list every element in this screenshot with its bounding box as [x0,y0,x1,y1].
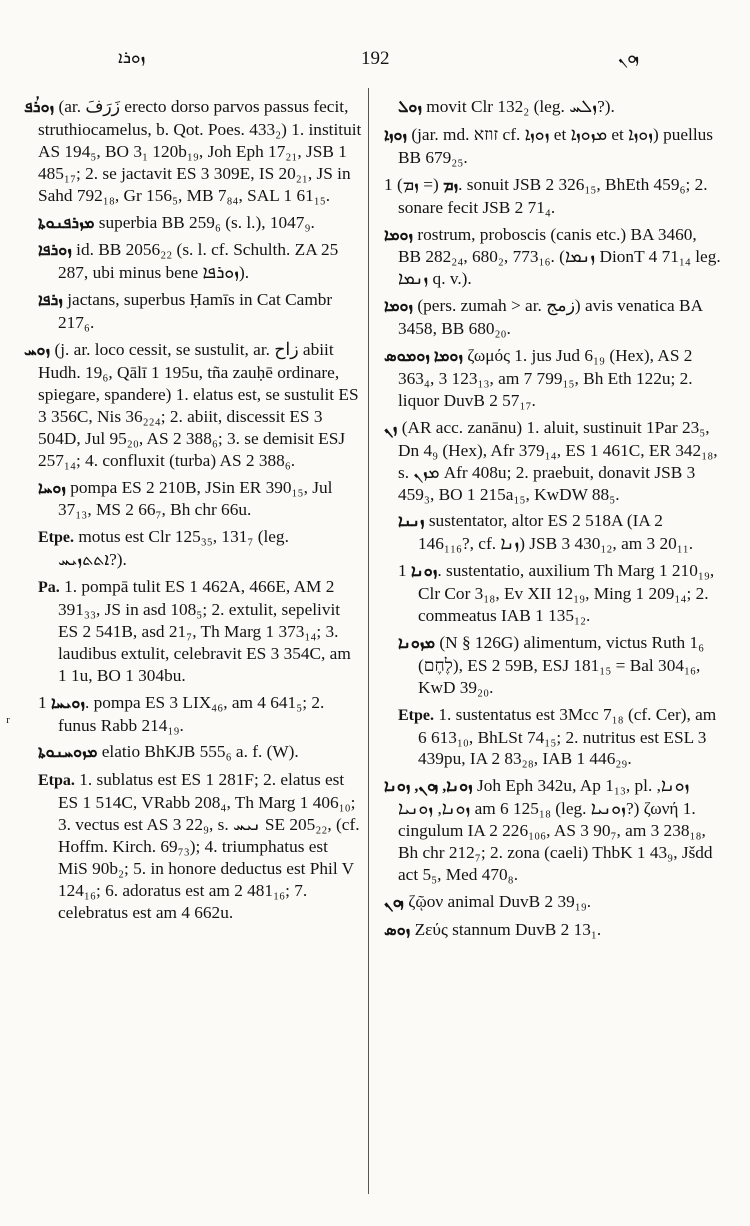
entry-definition: (AR acc. zanānu) 1. aluit, sustinuit 1Par 23₅, Dn 4₉ (Hex), Afr 379₁₄, ES 1 461C, ER 342₁₈, s. ܡܙܢ Afr 408u; 2. praebuit, donavit JSB 3 459₃, BO 1 215a₁₅, KwDW 88₅. [398,417,718,504]
entry-headword: ܡܙܘܚܢܘܬܐ [38,744,98,762]
dictionary-entry [24,477,362,522]
dictionary-entry [384,345,722,412]
entry-headword: ܙܡ [443,176,459,194]
entry-definition: (pers. zumah > ar. زمج) avis venatica BA 3458, BB 680₂₀. [398,296,703,339]
dictionary-entry [384,295,722,340]
entry-definition: 1. sustentatio, auxilium Th Marg 1 210₁₉, Clr Cor 3₁₈, Ev XII 12₁₉, Ming 1 209₁₄; 2. commeatus IAB 1 135₁₂. [398,561,715,626]
entry-definition: (ar. زَرَفَ erecto dorso parvos passus fecit, struthiocamelus, b. Qot. Poes. 433₂) 1. instituit AS 194₅, BO 3₁ 120b₁₉, Joh Eph 17₂₁, JSB 1 485₁₇; 2. se jactavit ES 3 309E, IS 20₂₁, JS in Sahd 792₁₈, Gr 156₅, MB 7₈₄, SAL 1 61₁₅. [38,97,362,205]
entry-headword: ܡܙܘܢܐ [398,634,436,652]
dictionary-entry [384,560,722,627]
running-head-left: ܙܘܪܐ [118,48,146,67]
entry-definition: ζωμός 1. jus Jud 6₁₉ (Hex), AS 2 363₄, 3 123₁₃, am 7 799₁₅, Bh Eth 122u; 2. liquor DuvB 2 57₁₇. [398,346,693,410]
entry-headword: ܙܢܢܐ [398,513,425,531]
entry-headword: ܙܘܪܦܐ [38,242,72,260]
running-head-right: ܙܘܢ [618,48,640,67]
left-column [24,96,362,929]
entry-definition: id. BB 2056₂₂ (s. l. cf. Schulth. ZA 25 287, ubi minus bene ܙܘܪܦܐ). [58,240,339,283]
entry-definition: (N § 126G) alimentum, victus Ruth 1₆ (לֶחֶם), ES 2 59B, ESJ 181₁₅ = Bal 304₁₆, KwD 39₂₀. [418,632,705,697]
entry-headword: Pa. [38,579,60,597]
entry-headword: ܙܘܡܐ [384,298,414,316]
margin-note: ʳ [6,712,10,732]
entry-definition: (jar. md. זוזא cf. ܙܘܙܐ et ܡܙܘܙܐ et ܙܘܙܐ) puellus BB 679₂₅. [398,124,714,167]
dictionary-entry [384,891,722,914]
dictionary-entry [384,96,722,119]
entry-headword: ܙܘܙܐ [384,126,408,144]
entry-definition: movit Clr 132₂ (leg. ܙܠܚ?). [426,97,615,116]
entry-headword: ܙܘܝܚܐ [50,694,85,712]
entry-definition: (j. ar. loco cessit, se sustulit, ar. زاح abiit Hudh. 19₆, Qālī 1 195u, tña zauḥē ordinare, spiegare, spandere) 1. elatus est, se sustulit ES 3 356C, Nis 36₂₂₄; 2. abiit, discessit ES 3 504D, Jul 95₂₀, AS 2 388₆; 3. se demisit ESJ 257₁₄; 4. confluxit (turba) AS 2 388₆. [38,340,359,470]
entry-headword: ܙܘܡܐ [384,226,414,244]
page-number: 192 [361,48,390,69]
entry-headword: ܙܢ [384,419,398,437]
dictionary-entry [24,741,362,764]
dictionary-entry [24,769,362,923]
dictionary-entry [384,704,722,771]
entry-headword: ܙܘܢܐ [410,563,438,581]
dictionary-entry [24,576,362,687]
entry-definition: Joh Eph 342u, Ap 1₁₃, pl. ܙܘܢܐ, ܙܘܢܐ, ܙܘܢܝܐ am 6 125₁₈ (leg. ܙܘܢܝܐ?) ζωνή 1. cingulum IA 2 226₁₀₆, AS 3 90₇, am 3 238₁₈, Bh chr 212₇; 2. zona (caeli) ThbK 1 43₉, Jšdd act 5₅, Med 470₈. [398,776,713,884]
entry-definition: 1. sustentatus est 3Mcc 7₁₈ (cf. Cer), am 6 613₁₀, BhLSt 74₁₅; 2. nutritus est ESL 3 439pu, IA 2 83₂₈, IAB 1 446₂₉. [418,704,717,769]
dictionary-entry [384,510,722,555]
entry-definition: jactans, superbus Ḥamīs in Cat Cambr 217₆. [58,290,333,333]
entry-definition: 1. pompā tulit ES 1 462A, 466E, AM 2 391₃₃, JS in asd 108₅; 2. extulit, sepelivit ES 2 541B, asd 21₇, Th Marg 1 373₁₄; 3. laudibus extulit, celebravit ES 3 354C, am 1 1u, BO 1 304bu. [58,577,351,685]
column-divider [368,88,369,1194]
entry-headword: Etpa. [38,772,75,790]
entry-headword: Etpe. [38,529,74,547]
dictionary-entry [24,96,362,207]
entry-headword: Etpe. [398,706,434,724]
entry-headword: ܙܘܚܐ [38,479,66,497]
dictionary-entry [384,775,722,886]
entry-headword: ܙܘܢ [384,893,404,911]
entry-definition: motus est Clr 125₃₅, 131₇ (leg. ܐܬܬܙܝܚ?). [58,527,289,570]
entry-definition: ζῷον animal DuvB 2 39₁₉. [408,891,592,911]
dictionary-entry [384,174,722,219]
dictionary-entry [24,526,362,571]
dictionary-entry [24,289,362,334]
dictionary-entry [24,339,362,471]
dictionary-entry [24,692,362,737]
entry-definition: Ζεύς stannum DuvB 2 13₁. [414,919,602,939]
entry-headword: ܙܘܢܐ, ܙܘܢ, ܙܘܢܐ [384,778,473,796]
entry-headword: ܙܘܣ [384,921,411,939]
entry-headword: ܙܘܠ [398,99,422,116]
dictionary-entry [24,212,362,235]
entry-definition: superbia BB 259₆ (s. l.), 1047₉. [98,212,315,232]
dictionary-entry [384,124,722,169]
entry-definition: (= ܙܡ) 1. sonuit JSB 2 326₁₅, BhEth 459₆; 2. sonare fecit JSB 2 71₄. [384,174,708,217]
right-column [384,96,722,947]
entry-definition: 1. sublatus est ES 1 281F; 2. elatus est ES 1 514C, VRabb 208₄, Th Marg 1 406₁₀; 3. vectus est AS 3 22₉, s. ܢܝܚ SE 205₂₂, (cf. Hoffm. Kirch. 69₇₃); 4. triumphatus est MiS 90b₂; 5. in honore deductus est Phil V 124₁₆; 6. adoratus est am 2 481₁₆; 7. celebratus est am 4 662u. [58,770,360,922]
dictionary-entry [384,224,722,291]
dictionary-entry [384,632,722,699]
dictionary-entry [24,239,362,284]
dictionary-entry [384,919,722,942]
entry-definition: elatio BhKJB 555₆ a. f. (W). [101,742,299,762]
dictionary-entry [384,417,722,506]
entry-headword: ܡܙܪܦܢܘܬܐ [38,214,95,232]
entry-definition: sustentator, altor ES 2 518A (IA 2 146₁₁₆?, cf. ܙܢܐ) JSB 3 430₁₂, am 3 20₁₁. [418,511,694,554]
entry-headword: ܙܘܚ [24,342,51,360]
entry-definition: pompa ES 2 210B, JSin ER 390₁₅, Jul 37₁₃, MS 2 66₇, Bh chr 66u. [58,477,333,520]
entry-headword: ܙܪܦܐ [38,292,63,310]
entry-headword: ܙܘܪܳܦ [24,99,55,116]
entry-definition: rostrum, proboscis (canis etc.) BA 3460, BB 282₂₄, 680₂, 773₁₆. (ܙܢܡܐ DionT 4 71₁₄ leg. ܙܢܡܐ q. v.). [398,224,721,289]
entry-definition: 1. pompa ES 3 LIX₄₆, am 4 641₅; 2. funus Rabb 214₁₉. [38,692,325,735]
entry-headword: ܙܘܡܐ ܙܘܡܘܣ [384,348,463,366]
